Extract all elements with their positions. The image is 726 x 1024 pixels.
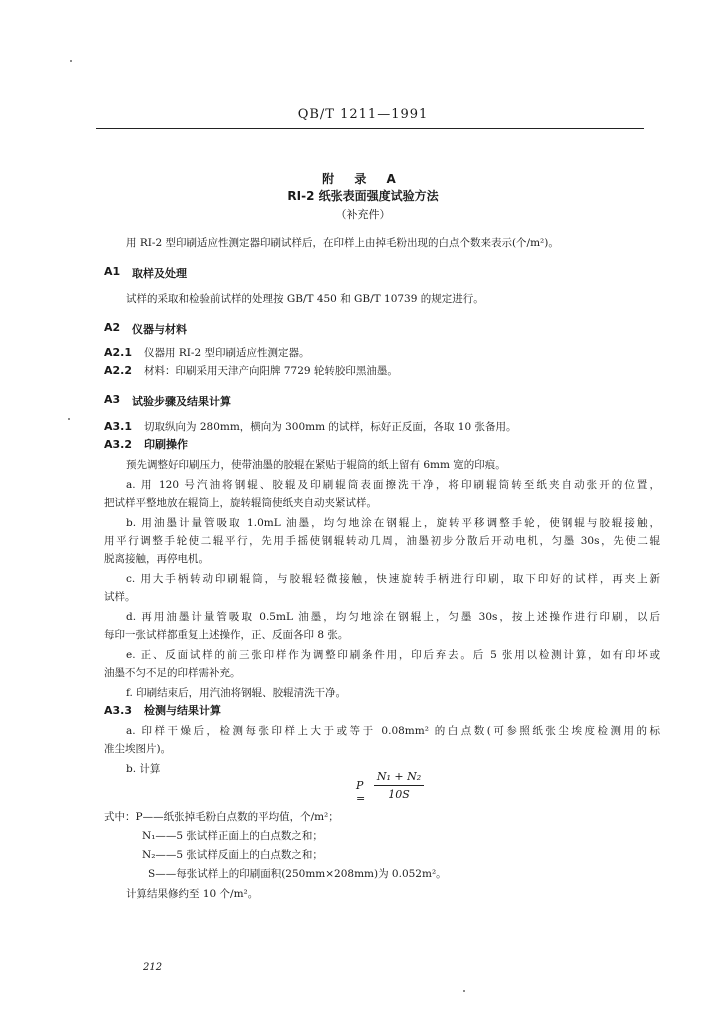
clause-a21-number: A2.1 [104, 346, 132, 359]
formula-denominator: 10S [388, 788, 410, 801]
measure-b: b. 计算 [126, 763, 161, 775]
header-rule [96, 128, 644, 129]
step-b-line2: 用平行调整手轮使二辊平行，先用手摇使钢辊转动几周，油墨初步分散后开动电机，匀墨 30s，先使二辊 [104, 535, 660, 547]
clause-a32-title: 印刷操作 [144, 438, 188, 451]
step-d-line2: 每印一张试样都重复上述操作，正、反面各印 8 张。 [104, 629, 349, 641]
clause-a32-number: A3.2 [104, 438, 132, 451]
clause-a31-number: A3.1 [104, 420, 132, 433]
step-a-line2: 把试样平整地放在辊筒上，旋转辊筒使纸夹自动夹紧试样。 [104, 497, 377, 509]
clause-a33-number: A3.3 [104, 704, 132, 717]
standard-code-header: QB/T 1211—1991 [297, 107, 429, 122]
section-a1-number: A1 [104, 265, 121, 278]
page-number: 212 [143, 962, 163, 973]
formula-lhs: P = [356, 779, 366, 805]
step-a-line1: a. 用 120 号汽油将钢辊、胶辊及印刷辊筒表面擦洗干净，将印刷辊筒转至纸夹自动张开的位置， [126, 479, 660, 491]
section-a1-title: 取样及处理 [132, 267, 187, 280]
clause-a31-text: 切取纵向为 280mm，横向为 300mm 的试样，标好正反面，各取 10 张备用。 [144, 421, 517, 433]
step-d-line1: d. 再用油墨计量管吸取 0.5mL 油墨，均匀地涂在钢辊上，匀墨 30s，按上述操作进行印刷，以后 [126, 611, 660, 623]
measure-a-line1: a. 印样干燥后，检测每张印样上大于或等于 0.08mm² 的白点数(可参照纸张尘埃度检测用的标 [126, 725, 660, 737]
measure-a-line2: 准尘埃图片)。 [104, 743, 172, 755]
legend-s: S——每张试样上的印刷面积(250mm×208mm)为 0.052m²。 [148, 868, 447, 880]
legend-n1: N₁——5 张试样正面上的白点数之和； [142, 830, 323, 842]
step-f: f. 印刷结束后，用汽油将钢辊、胶辊清洗干净。 [126, 687, 347, 699]
step-c-line2: 试样。 [104, 591, 136, 603]
result-note: 计算结果修约至 10 个/m²。 [126, 888, 259, 900]
appendix-subtitle: （补充件） [335, 208, 391, 221]
step-e-line1: e. 正、反面试样的前三张印样作为调整印刷条件用，印后弃去。后 5 张用以检测计算，如有印坏或 [126, 649, 660, 661]
clause-a32-intro: 预先调整好印刷压力，使带油墨的胶辊在紧贴于辊筒的纸上留有 6mm 宽的印痕。 [126, 459, 506, 471]
clause-a22-text: 材料：印刷采用天津产向阳牌 7729 轮转胶印黑油墨。 [144, 365, 398, 377]
section-a1-text: 试样的采取和检验前试样的处理按 GB/T 450 和 GB/T 10739 的规定进行。 [126, 293, 484, 305]
formula-fraction-bar [374, 785, 424, 786]
legend-p: 式中：P——纸张掉毛粉白点数的平均值，个/m²； [104, 811, 339, 823]
step-b-line1: b. 用油墨计量管吸取 1.0mL 油墨，均匀地涂在钢辊上，旋转平移调整手轮，使钢辊与胶辊接触， [126, 517, 660, 529]
scan-speck [463, 990, 465, 992]
formula-numerator: N₁ + N₂ [376, 770, 422, 783]
scan-speck [70, 60, 72, 62]
appendix-title: RI-2 纸张表面强度试验方法 [287, 189, 439, 203]
clause-a33-title: 检测与结果计算 [144, 704, 221, 717]
section-a2-title: 仪器与材料 [132, 323, 187, 336]
intro-paragraph: 用 RI-2 型印刷适应性测定器印刷试样后，在印样上由掉毛粉出现的白点个数来表示(个/m²)。 [126, 237, 559, 249]
section-a3-title: 试验步骤及结果计算 [132, 395, 231, 408]
step-b-line3: 脱离接触，再停电机。 [104, 553, 209, 565]
scan-speck [68, 418, 70, 420]
legend-n2: N₂——5 张试样反面上的白点数之和； [142, 849, 323, 861]
clause-a21-text: 仪器用 RI-2 型印刷适应性测定器。 [144, 347, 310, 359]
section-a2-number: A2 [104, 321, 121, 334]
section-a3-number: A3 [104, 393, 121, 406]
step-c-line1: c. 用大手柄转动印刷辊筒，与胶辊轻微接触，快速旋转手柄进行印刷，取下印好的试样，再夹上新 [126, 573, 660, 585]
clause-a22-number: A2.2 [104, 364, 132, 377]
step-e-line2: 油墨不匀不足的印样需补充。 [104, 667, 241, 679]
appendix-label: 附 录 A [322, 172, 404, 186]
